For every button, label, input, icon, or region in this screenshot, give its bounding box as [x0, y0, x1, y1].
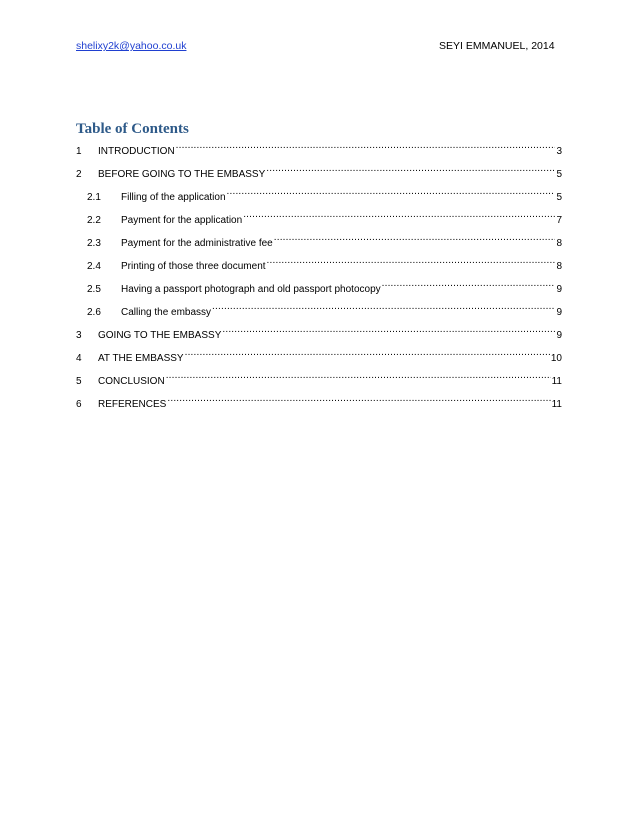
- table-of-contents: [76, 138, 562, 414]
- toc-leader-dots: [227, 184, 556, 200]
- toc-entry-payment-for-the-administrative-fee[interactable]: [76, 230, 562, 249]
- toc-leader-dots: [167, 391, 550, 407]
- toc-entry-number: 2.2: [87, 215, 101, 226]
- toc-entry-printing-of-those-three-document[interactable]: [76, 253, 562, 272]
- toc-entry-going-to-the-embassy[interactable]: [76, 322, 562, 341]
- toc-entry-title: CONCLUSION: [98, 376, 165, 387]
- toc-entry-references[interactable]: [76, 391, 562, 410]
- toc-leader-dots: [274, 230, 556, 246]
- toc-entry-passport-photograph-and-photocopy[interactable]: [76, 276, 562, 295]
- toc-entry-page: 11: [551, 376, 562, 387]
- toc-entry-page: 9: [556, 330, 562, 341]
- header-author: SEYI EMMANUEL, 2014: [439, 40, 555, 52]
- toc-leader-dots: [222, 322, 555, 338]
- toc-entry-number: 4: [76, 353, 82, 364]
- toc-entry-page: 10: [550, 353, 562, 364]
- toc-entry-page: 9: [556, 284, 562, 295]
- toc-entry-page: 5: [556, 192, 562, 203]
- toc-entry-page: 8: [556, 238, 562, 249]
- toc-entry-title: BEFORE GOING TO THE EMBASSY: [98, 169, 266, 180]
- toc-leader-dots: [382, 276, 556, 292]
- toc-entry-number: 2.3: [87, 238, 101, 249]
- toc-entry-title: Payment for the administrative fee: [121, 238, 273, 249]
- toc-entry-page: 7: [556, 215, 562, 226]
- toc-entry-title: Filling of the application: [121, 192, 226, 203]
- toc-entry-title: GOING TO THE EMBASSY: [98, 330, 222, 341]
- toc-entry-payment-for-the-application[interactable]: [76, 207, 562, 226]
- toc-entry-introduction[interactable]: [76, 138, 562, 157]
- toc-entry-title: INTRODUCTION: [98, 146, 175, 157]
- toc-entry-title: REFERENCES: [98, 399, 167, 410]
- toc-entry-title: Payment for the application: [121, 215, 243, 226]
- toc-entry-number: 2.4: [87, 261, 101, 272]
- toc-entry-number: 2.6: [87, 307, 101, 318]
- toc-entry-number: 2: [76, 169, 82, 180]
- toc-entry-page: 8: [556, 261, 562, 272]
- toc-entry-title: Having a passport photograph and old passport photocopy: [121, 284, 381, 295]
- toc-entry-number: 5: [76, 376, 82, 387]
- toc-entry-title: AT THE EMBASSY: [98, 353, 184, 364]
- toc-leader-dots: [243, 207, 555, 223]
- toc-entry-calling-the-embassy[interactable]: [76, 299, 562, 318]
- toc-entry-conclusion[interactable]: [76, 368, 562, 387]
- toc-leader-dots: [212, 299, 555, 315]
- toc-leader-dots: [176, 138, 556, 154]
- toc-entry-title: Printing of those three document: [121, 261, 266, 272]
- toc-entry-page: 9: [556, 307, 562, 318]
- header-email-link[interactable]: shelixy2k@yahoo.co.uk: [76, 40, 187, 52]
- toc-leader-dots: [267, 253, 556, 269]
- toc-entry-number: 1: [76, 146, 82, 157]
- toc-title: Table of Contents: [76, 121, 189, 137]
- page-header: [76, 38, 562, 54]
- toc-entry-filling-of-the-application[interactable]: [76, 184, 562, 203]
- toc-entry-page: 3: [556, 146, 562, 157]
- toc-leader-dots: [266, 161, 555, 177]
- toc-entry-at-the-embassy[interactable]: [76, 345, 562, 364]
- toc-leader-dots: [185, 345, 550, 361]
- toc-entry-page: 5: [556, 169, 562, 180]
- toc-entry-before-going-to-the-embassy[interactable]: [76, 161, 562, 180]
- toc-entry-number: 6: [76, 399, 82, 410]
- toc-entry-title: Calling the embassy: [121, 307, 212, 318]
- toc-entry-page: 11: [551, 399, 562, 410]
- toc-entry-number: 2.1: [87, 192, 101, 203]
- toc-entry-number: 3: [76, 330, 82, 341]
- toc-leader-dots: [166, 368, 551, 384]
- toc-entry-number: 2.5: [87, 284, 101, 295]
